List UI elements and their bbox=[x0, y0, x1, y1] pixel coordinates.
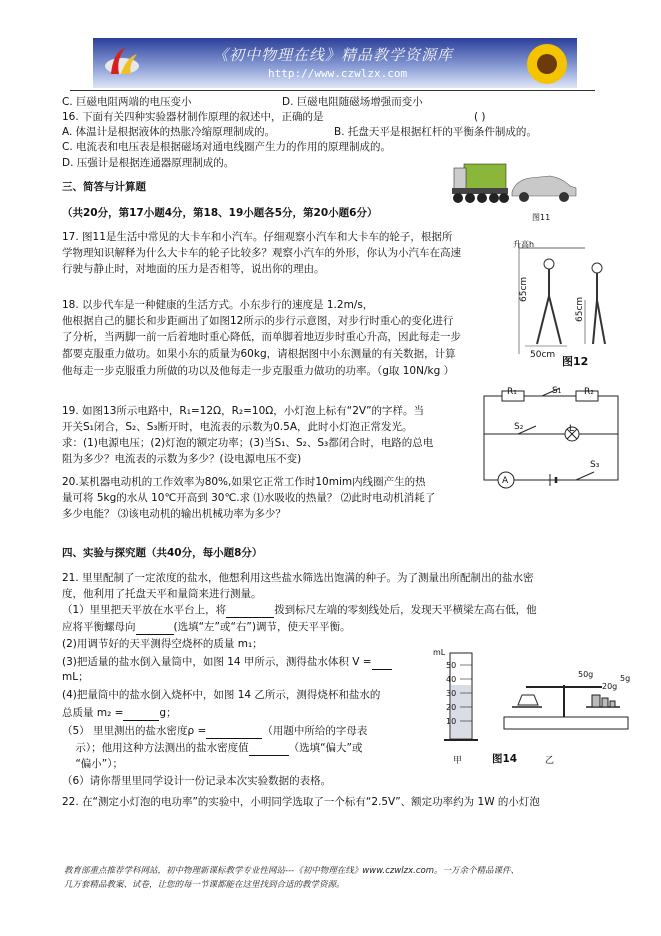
footer-line-2: 几万套精品教案、试卷，让您的每一节课都能在这里找到合适的教学资源。 bbox=[64, 880, 345, 890]
figure-14-tick-10: 10 bbox=[446, 717, 457, 726]
footer-line-1: 教育部重点推荐学科网站，初中物理新课标教学专业性网站---《初中物理在线》www.czwlzx.com。一万余个精品课件、 bbox=[64, 866, 520, 876]
figure-12-leg-length-1: 65cm bbox=[519, 276, 529, 302]
figure-14-right-label: 乙 bbox=[545, 756, 555, 766]
q20-line-3: 多少电能？ ⑶该电动机的输出机械功率为多少？ bbox=[62, 508, 286, 520]
q17-line-2: 学物理知识解释为什么大卡车的轮子比较多？观察小汽车的外形，你认为小汽车在高速 bbox=[62, 247, 461, 259]
figure-14-tick-20: 20 bbox=[446, 703, 457, 712]
q19-line-2: 开关S₁闭合，S₂、S₃断开时，电流表的示数为0.5A，此时小灯泡正常发光。 bbox=[62, 421, 413, 433]
figure-13-r1-label: R₁ bbox=[507, 387, 517, 397]
figure-14-unit-label: mL bbox=[433, 648, 446, 657]
figure-12-stride-label: 50cm bbox=[530, 350, 556, 360]
figure-14-label: 图14 bbox=[492, 753, 518, 765]
q18-line-4: 都要克服重力做功。如果小东的质量为60kg，请根据图中小东测量的有关数据，计算 bbox=[62, 348, 456, 360]
q21-intro-1: 21. 里里配制了一定浓度的盐水，他想利用这些盐水筛选出饱满的种子。为了测量出所配制出的盐水密 bbox=[62, 572, 534, 584]
header-url: http://www.czwlzx.com bbox=[268, 67, 408, 80]
q21-step-4-cont: 总质量 m₂ = g； bbox=[62, 707, 177, 719]
section3-title: 三、简答与计算题 bbox=[62, 181, 146, 193]
header-banner bbox=[93, 38, 577, 88]
sunflower-icon bbox=[525, 42, 569, 86]
figure-14-tick-30: 30 bbox=[446, 689, 457, 698]
figure-12-label: 图12 bbox=[562, 355, 589, 368]
site-logo-icon bbox=[103, 44, 141, 82]
q18-line-5: 他每走一步克服重力所做的功以及他每走一步克服重力做功的功率。（g取 10N/kg ） bbox=[62, 365, 455, 377]
q21-step-2: (2)用调节好的天平测得空烧杯的质量 m₁； bbox=[62, 638, 263, 650]
figure-13-s1-label: S₁ bbox=[552, 386, 562, 396]
q18-line-3: 了分析，当两脚一前一后着地时重心降低，而单脚着地迈步时重心升高，因此每走一步 bbox=[62, 331, 461, 343]
figure-14-weight-5g: 5g bbox=[620, 674, 631, 683]
q21-step-1: （1）里里把天平放在水平台上，将 拨到标尺左端的零刻线处后，发现天平横梁左高右低，他 bbox=[62, 604, 537, 616]
figure-13-lamp-label: L bbox=[569, 424, 575, 434]
figure-13-s3-label: S₃ bbox=[590, 460, 600, 470]
q21-step-5-cont: 示）；他用这种方法测出的盐水密度值 （选填“偏大”或 bbox=[75, 742, 363, 754]
q18-line-1: 18. 以步代车是一种健康的生活方式。小东步行的速度是 1.2m/s， bbox=[62, 299, 374, 311]
q20-line-2: 量可将 5kg的水从 10℃开高到 30℃.求 ⑴水吸收的热量？ ⑵此时电动机消耗了 bbox=[62, 492, 436, 504]
q21-step-3-unit: mL； bbox=[62, 671, 89, 683]
q16-option-b: B. 托盘天平是根据杠杆的平衡条件制成的。 bbox=[334, 126, 537, 138]
q19-line-1: 19. 如图13所示电路中，R₁=12Ω，R₂=10Ω，小灯泡上标有“2V”的字样。当 bbox=[62, 405, 425, 417]
figure-11-label: 图11 bbox=[532, 213, 551, 222]
q16-blank: ( ) bbox=[474, 111, 486, 123]
q21-step-5: （5） 里里测出的盐水密度ρ = （用题中所给的字母表 bbox=[62, 725, 368, 737]
figure-14-cylinder-balance bbox=[430, 645, 630, 755]
q21-step-5-end: “偏小”）； bbox=[75, 758, 123, 770]
q21-step-3: (3)把适量的盐水倒入量筒中，如图 14 甲所示，测得盐水体积 V = bbox=[62, 655, 392, 670]
q20-line-1: 20.某机器电动机的工作效率为80%,如果它正常工作时10mim内线圈产生的热 bbox=[62, 476, 426, 488]
q16-stem: 16. 下面有关四种实验器材制作原理的叙述中，正确的是 bbox=[62, 111, 324, 123]
q17-line-3: 行驶与静止时，对地面的压力是否相等，说出你的理由。 bbox=[62, 263, 325, 275]
section4-title: 四、实验与探究题（共40分，每小题8分） bbox=[62, 547, 263, 559]
figure-12-leg-length-2: 65cm bbox=[575, 296, 585, 322]
q16-option-d: D. 压强计是根据连通器原理制成的。 bbox=[62, 157, 235, 169]
figure-13-r2-label: R₂ bbox=[584, 387, 594, 397]
q15-option-c: C. 巨磁电阻两端的电压变小 bbox=[62, 96, 192, 108]
q16-option-c: C. 电流表和电压表是根据磁场对通电线圈产生力的作用的原理制成的。 bbox=[62, 141, 392, 153]
q17-line-1: 17. 图11是生活中常见的大卡车和小汽车。仔细观察小汽车和大卡车的轮子，根据所 bbox=[62, 231, 453, 243]
figure-13-s2-label: S₂ bbox=[514, 422, 524, 432]
q18-line-2: 他根据自己的腿长和步距画出了如图12所示的步行示意图，对步行时重心的变化进行 bbox=[62, 315, 454, 327]
q21-step-6: （6）请你帮里里同学设计一份记录本次实验数据的表格。 bbox=[62, 775, 332, 787]
q15-option-d: D. 巨磁电阻随磁场增强而变小 bbox=[282, 96, 423, 108]
section3-score: （共20分，第17小题4分，第18、19小题各5分，第20小题6分） bbox=[62, 207, 378, 219]
figure-14-tick-40: 40 bbox=[446, 675, 457, 684]
figure-14-weight-20g: 20g bbox=[602, 682, 618, 691]
q21-intro-2: 度，他利用了托盘天平和量筒来进行测量。 bbox=[62, 588, 262, 600]
figure-13-ammeter-label: A bbox=[502, 476, 509, 486]
q19-line-3: 求：(1)电源电压；(2)灯泡的额定功率；(3)当S₁、S₂、S₃都闭合时，电路的总电 bbox=[62, 437, 434, 449]
q16-option-a: A. 体温计是根据液体的热胀冷缩原理制成的。 bbox=[62, 126, 276, 138]
figure-14-tick-50: 50 bbox=[446, 661, 457, 670]
figure-11-truck-car bbox=[450, 160, 585, 225]
q21-step-4: (4)把量筒中的盐水倒入烧杯中，如图 14 乙所示，测得烧杯和盐水的 bbox=[62, 689, 381, 701]
figure-14-weight-50g: 50g bbox=[578, 670, 594, 679]
figure-12-rise-label: 升高h bbox=[513, 240, 535, 249]
figure-14-left-label: 甲 bbox=[453, 756, 463, 766]
q22-line-1: 22. 在“测定小灯泡的电功率”的实验中，小明同学选取了一个标有“2.5V”、额定功率约为 1W 的小灯泡 bbox=[62, 796, 540, 808]
header-rule bbox=[70, 90, 595, 91]
header-title: 《初中物理在线》精品教学资源库 bbox=[213, 46, 454, 64]
q21-step-1-cont: 应将平衡螺母向 (选填“左”或“右”)调节，使天平平衡。 bbox=[62, 621, 351, 633]
q19-line-4: 阻为多少？电流表的示数为多少？(设电源电压不变) bbox=[62, 453, 302, 465]
